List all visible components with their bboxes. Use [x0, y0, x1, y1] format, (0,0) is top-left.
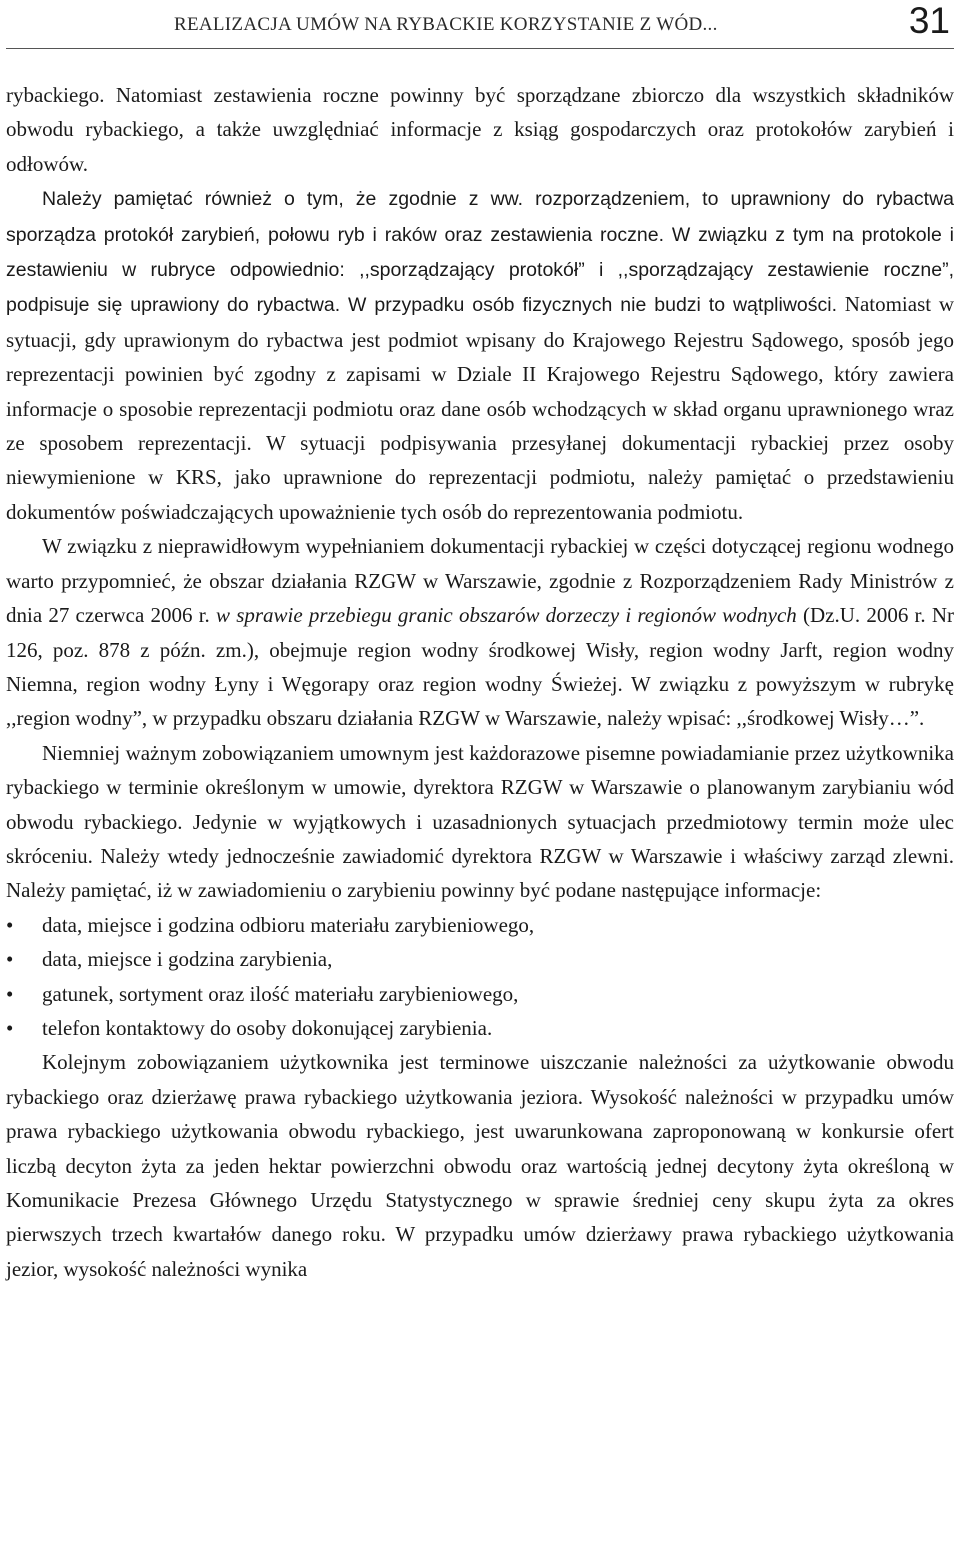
paragraph-1 — [6, 78, 954, 181]
paragraph-3-text-a: W związku z nieprawidłowym wypełnianiem dokumentacji rybackiej w części dotyczącej regionu wodnego warto przypomnieć, że obszar działania RZGW w Warszawie, zgodnie z Rozporządzeniem Rady Ministrów z dnia 27 czerwca 2006 r. — [6, 534, 954, 628]
paragraph-2-sans-text: Należy pamiętać również o tym, że zgodnie z ww. rozporządzeniem, to uprawniony do rybactwa sporządza protokół zarybień, połowu ryb i raków oraz zestawienia roczne. W związku z tym na protokole i zestawieniu w rubryce odpowiednio: ,,sporządzający protokół” i ,,sporządzający zestawienie roczne”, podpisuje się uprawiony do rybactwa. W przypadku osób fizycznych nie budzi to wątpliwości. — [6, 188, 954, 317]
regulation-title: w sprawie przebiegu granic obszarów dorzeczy i regionów wodnych — [216, 603, 797, 628]
header-rule — [6, 48, 954, 49]
list-item — [6, 942, 954, 976]
bullet-icon: • — [6, 1015, 14, 1040]
list-item — [6, 908, 954, 942]
list-item-text: gatunek, sortyment oraz ilość materiału zarybieniowego, — [42, 981, 519, 1006]
body-text — [6, 78, 954, 1286]
list-item-text: data, miejsce i godzina zarybienia, — [42, 947, 333, 972]
bullet-icon: • — [6, 912, 14, 937]
paragraph-4-text: Niemniej ważnym zobowiązaniem umownym jest każdorazowe pisemne powiadamianie przez użytkownika rybackiego w terminie określonym w umowie, dyrektora RZGW w Warszawie o planowanym zarybianiu wód obwodu rybackiego. Jedynie w wyjątkowych i uzasadnionych sytuacjach przedmiotowy termin może ulec skróceniu. Należy wtedy jednocześnie zawiadomić dyrektora RZGW w Warszawie i właściwy zarząd zlewni. Należy pamiętać, iż w zawiadomieniu o zarybieniu powinny być podane następujące informacje: — [6, 740, 954, 903]
bullet-icon: • — [6, 947, 14, 972]
paragraph-5-text: Kolejnym zobowiązaniem użytkownika jest terminowe uiszczanie należności za użytkowanie obwodu rybackiego oraz dzierżawę prawa rybackiego użytkowania jeziora. Wysokość należności w przypadku umów prawa rybackiego użytkowania obwodu rybackiego, jest uwarunkowana zaproponowaną w konkursie ofert liczbą decyton żyta za jeden hektar powierzchni obwodu oraz wartością jednej decytony żyta określoną w Komunikacie Prezesa Głównego Urzędu Statystycznego w sprawie średniej ceny skupu żyta za okres pierwszych trzech kwartałów danego roku. W przypadku umów dzierżawy prawa rybackiego użytkowania jezior, wysokość należności wynika — [6, 1050, 954, 1281]
paragraph-5 — [6, 1045, 954, 1286]
list-item — [6, 977, 954, 1011]
paragraph-1-text: rybackiego. Natomiast zestawienia roczne powinny być sporządzane zbiorczo dla wszystkich składników obwodu rybackiego, a także uwzględniać informacje z ksiąg gospodarczych oraz protokołów zarybień i odłowów. — [6, 83, 954, 176]
list-item-text: data, miejsce i godzina odbioru materiału zarybieniowego, — [42, 912, 535, 937]
paragraph-4 — [6, 736, 954, 908]
notification-info-list — [6, 908, 954, 1046]
page-number: 31 — [908, 0, 950, 41]
list-item — [6, 1011, 954, 1045]
paragraph-3 — [6, 529, 954, 735]
paragraph-3-text-b: (Dz.U. 2006 r. Nr 126, poz. 878 z późn. zm.), obejmuje region wodny środkowej Wisły, region wodny Jarft, region wodny Niemna, region wodny Łyny i Węgorapy oraz region wodny Świeżej. W związku z powyższym w rubrykę ,,region wodny”, w przypadku obszaru działania RZGW w Warszawie, należy wpisać: ,,środkowej Wisły…”. — [6, 603, 954, 731]
page-header — [0, 0, 960, 50]
running-title: REALIZACJA UMÓW NA RYBACKIE KORZYSTANIE Z WÓD... — [174, 14, 718, 35]
paragraph-2 — [6, 181, 954, 529]
paragraph-2-serif-text: Natomiast w sytuacji, gdy uprawionym do rybactwa jest podmiot wpisany do Krajowego Rejestru Sądowego, sposób jego reprezentacji powinien być zgodny z zapisami w Dziale II Krajowego Rejestru Sądowego, który zawiera informacje o sposobie reprezentacji podmiotu oraz dane osób wchodzących w skład organu uprawnionego wraz ze sposobem reprezentacji. W sytuacji podpisywania przesyłanej dokumentacji rybackiej przez osoby niewymienione w KRS, jako uprawnione do reprezentacji podmiotu, należy pamiętać o przedstawieniu dokumentów poświadczających upoważnienie tych osób do reprezentowania podmiotu. — [6, 292, 955, 524]
bullet-icon: • — [6, 981, 14, 1006]
list-item-text: telefon kontaktowy do osoby dokonującej zarybienia. — [42, 1015, 493, 1040]
